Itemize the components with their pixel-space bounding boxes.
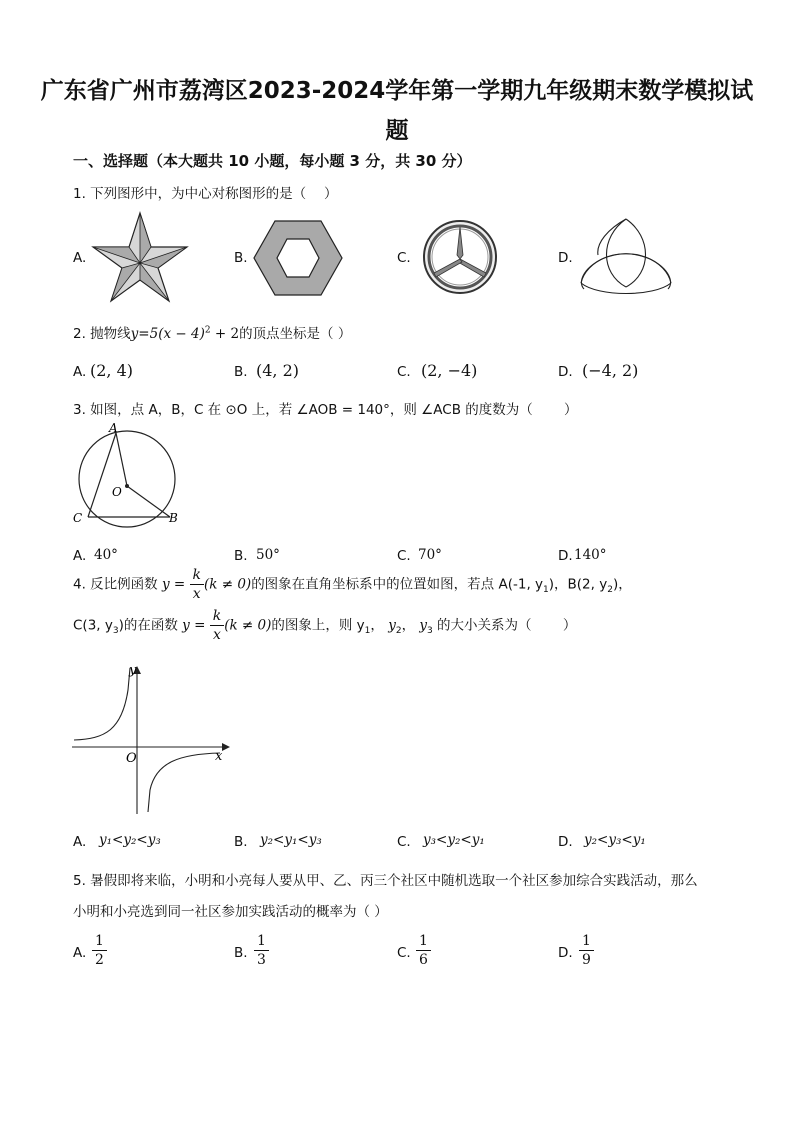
q4-stem-pre: 4. 反比例函数 (73, 576, 158, 593)
q5-c-num: 1 (419, 933, 428, 949)
q1-option-c-label: C. (397, 250, 411, 266)
label-o: O (112, 485, 122, 499)
y-axis-label: y (129, 663, 137, 678)
label-c: C (73, 511, 83, 525)
q4-stem-mid: 的图象在直角坐标系中的位置如图，若点 A(‑1, y (251, 576, 544, 593)
q4-option-c-label: C. (397, 834, 411, 850)
q5-option-a-label: A. (73, 945, 87, 961)
q3-option-a-label: A. (73, 548, 87, 564)
q4-sub1: 1 (543, 585, 549, 596)
q4-line2-pre: C(3, y (73, 617, 113, 634)
q5-option-d-fraction (579, 932, 594, 969)
q5-c-den: 6 (416, 950, 431, 969)
q5-option-a-fraction (92, 932, 107, 969)
q2-option-c-label: C. (397, 364, 411, 380)
q3-option-a-value: 40° (94, 547, 118, 563)
q4-sub2: 2 (607, 585, 613, 596)
q4-sub3: 3 (112, 626, 119, 637)
q2-option-d-value: (−4, 2) (582, 361, 639, 380)
q4-stem-mid2: )，B(2, y (548, 576, 608, 593)
q3-option-b-value: 50° (256, 547, 280, 563)
q4-line2-sub1: 1 (364, 626, 371, 637)
q2-option-b-value: (4, 2) (256, 361, 300, 380)
q4-frac-num: k (192, 567, 201, 583)
q4-line2-sub3: 3 (427, 626, 433, 637)
q5-b-num: 1 (257, 933, 266, 949)
mercedes-logo-figure (422, 219, 498, 295)
star-figure (90, 211, 190, 303)
question-4-stem-line2: C(3, $y_3$)的在函数 y = $\frac{k}{x}$ (k ≠ 0)的图象上，则 $y_1$， $y_2$， $y_3$ 的大小关系为（ ） (73, 608, 577, 643)
q5-option-d-label: D. (558, 945, 573, 961)
q5-a-num: 1 (95, 933, 104, 949)
q2-stem-post: 的顶点坐标是（ ） (239, 326, 352, 342)
q2-option-d-label: D. (558, 364, 573, 380)
q4-line2-tail: 的大小关系为（ ） (432, 617, 577, 634)
q2-stem-pre: 2. 抛物线 (73, 326, 131, 342)
q4-stem-mid3: )， (612, 576, 632, 593)
q2-formula-tail: + 2 (210, 326, 240, 342)
q2-formula: y=5(x − 4) (130, 326, 205, 342)
q4-fraction (190, 566, 204, 603)
q2-option-a-label: A. (73, 364, 87, 380)
hexagon-figure (253, 220, 343, 296)
q4-fraction-2 (210, 607, 224, 644)
q4-y-eq-2: y = (182, 617, 206, 634)
label-a: A (109, 421, 118, 435)
q2-option-b-label: B. (234, 364, 248, 380)
q4-line2-sub2: 2 (395, 626, 402, 637)
label-b: B (169, 511, 178, 525)
q1-option-b-label: B. (234, 250, 248, 266)
q4-line2-mid: )的在函数 (118, 617, 178, 634)
q3-option-b-label: B. (234, 548, 248, 564)
q5-option-b-fraction (254, 932, 269, 969)
q3-option-d-value: 140° (574, 547, 607, 563)
q4-condition-2: (k ≠ 0) (224, 617, 272, 634)
q4-option-d-value: y₂<y₃<y₁ (584, 832, 646, 848)
q2-exponent: 2 (204, 325, 211, 336)
q4-option-b-label: B. (234, 834, 248, 850)
q4-condition: (k ≠ 0) (203, 576, 252, 593)
q4-frac-den: x (190, 584, 204, 603)
section-heading: 一、选择题（本大题共 10 小题，每小题 3 分，共 30 分） (73, 152, 472, 170)
q1-option-d-label: D. (558, 250, 573, 266)
page-title-line1: 广东省广州市荔湾区2023-2024学年第一学期九年级期末数学模拟试 (40, 78, 754, 104)
q5-a-den: 2 (92, 950, 107, 969)
q5-option-c-fraction (416, 932, 431, 969)
x-axis-label: x (215, 749, 223, 764)
q4-option-a-label: A. (73, 834, 87, 850)
q2-option-a-value: (2, 4) (90, 361, 134, 380)
q5-option-c-label: C. (397, 945, 411, 961)
q4-line2-post: 的图象上，则 y (271, 617, 365, 634)
q2-option-c-value: (2, −4) (421, 361, 478, 380)
q5-option-b-label: B. (234, 945, 248, 961)
q4-y-eq: y = (161, 576, 186, 593)
q5-b-den: 3 (254, 950, 269, 969)
hyperbola-graph (70, 660, 235, 820)
q1-option-a-label: A. (73, 250, 87, 266)
origin-label: O (126, 751, 137, 766)
page-title-line2: 题 (385, 118, 409, 144)
q5-d-den: 9 (579, 950, 594, 969)
q5-d-num: 1 (582, 933, 591, 949)
question-5-stem-line1: 5. 暑假即将来临，小明和小亮每人要从甲、乙、丙三个社区中随机选取一个社区参加综合实践活动，那么 (73, 873, 698, 889)
question-3-stem: 3. 如图，点 A，B，C 在 ⊙O 上，若 ∠AOB = 140°，则 ∠ACB 的度数为（ ） (73, 402, 578, 418)
q4-frac-num-2: k (212, 608, 222, 624)
q4-option-d-label: D. (558, 834, 573, 850)
trefoil-figure (578, 215, 674, 297)
question-2-stem (73, 322, 351, 342)
q3-option-c-value: 70° (418, 547, 442, 563)
q4-option-a-value: y₁<y₂<y₃ (99, 832, 161, 848)
q4-option-c-value: y₃<y₂<y₁ (423, 832, 485, 848)
question-5-stem-line2: 小明和小亮选到同一社区参加实践活动的概率为（ ） (73, 904, 388, 920)
q4-option-b-value: y₂<y₁<y₃ (260, 832, 322, 848)
q3-option-c-label: C. (397, 548, 411, 564)
circle-triangle-figure (70, 420, 185, 530)
q3-option-d-label: D. (558, 548, 573, 564)
question-4-stem-line1 (73, 566, 632, 603)
question-1-stem: 1. 下列图形中，为中心对称图形的是（ ） (73, 186, 338, 202)
q4-frac-den-2: x (210, 625, 224, 644)
